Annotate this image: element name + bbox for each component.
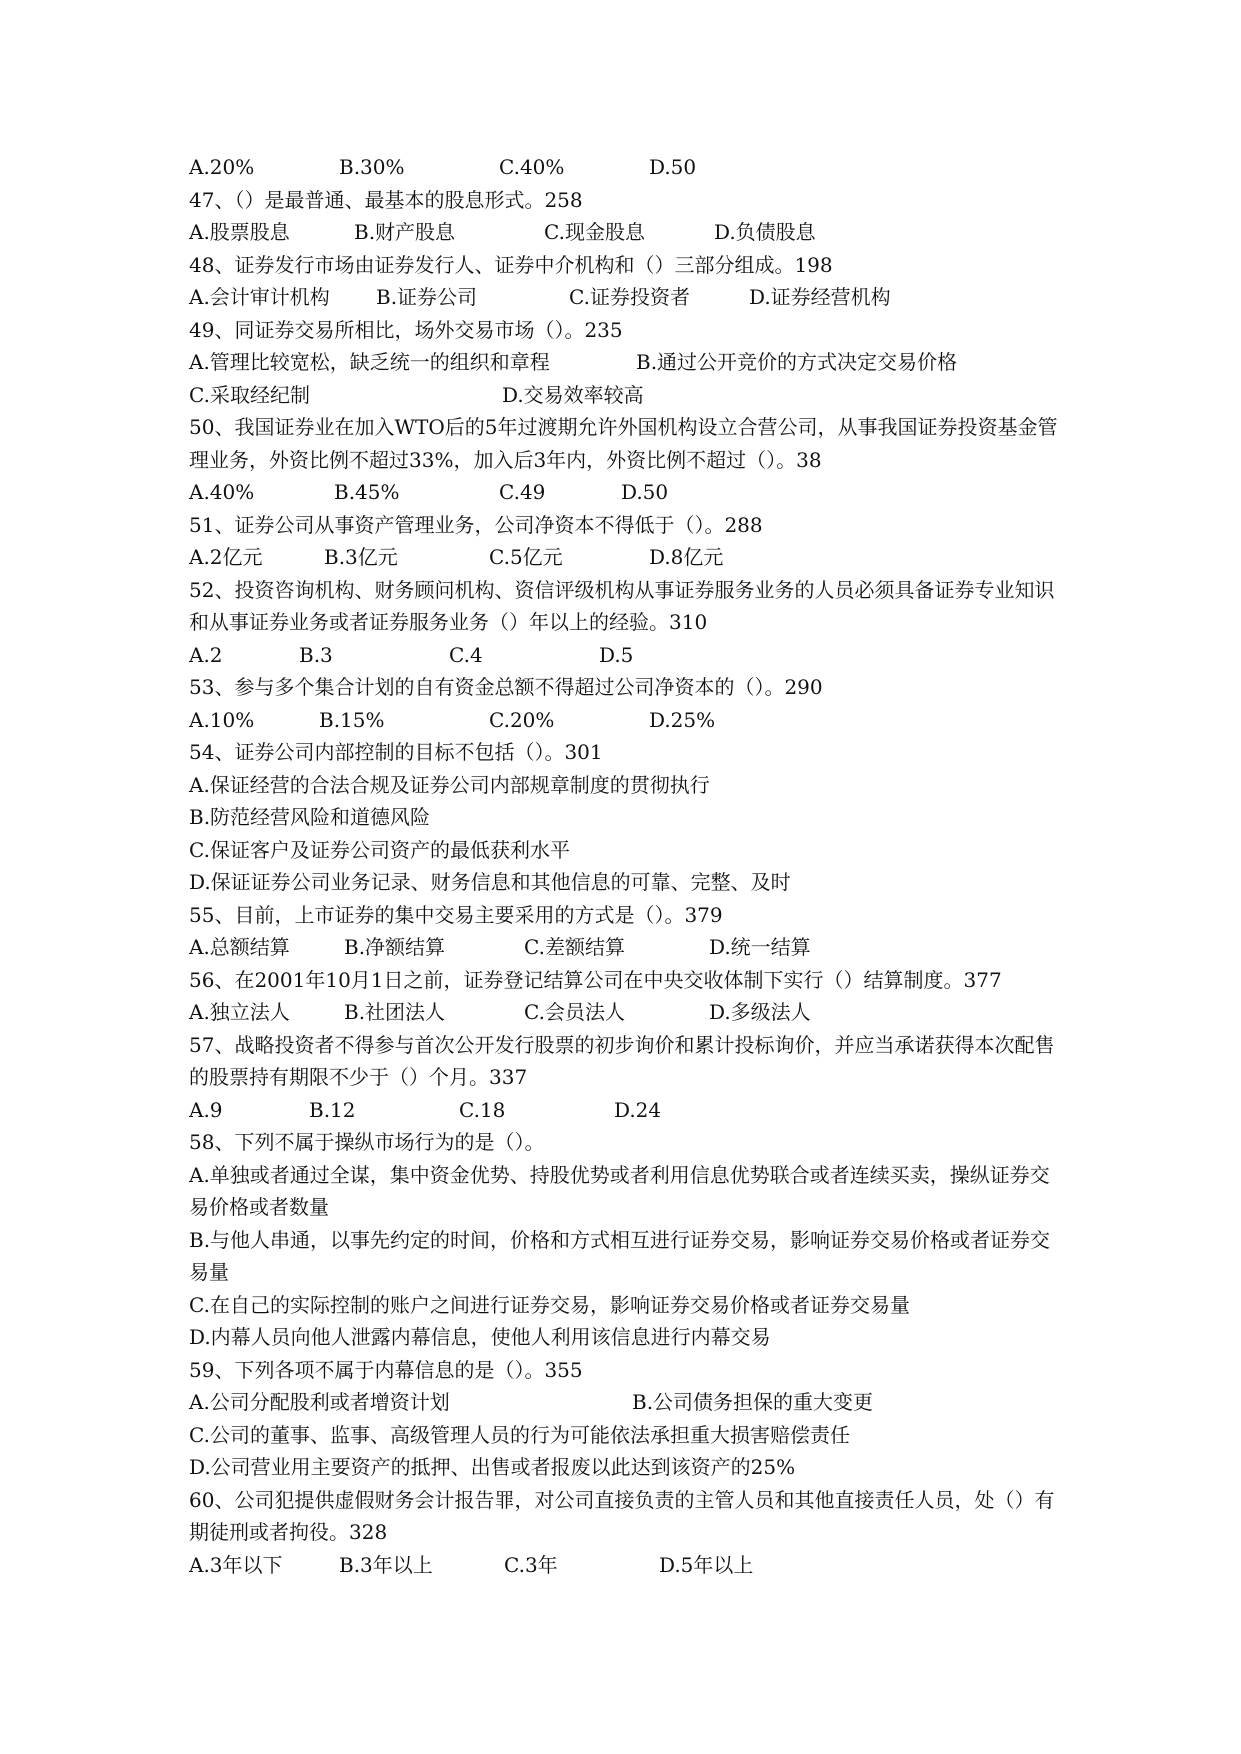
options-row [189, 476, 1069, 509]
options-row [189, 216, 1069, 249]
answer-option: A.40% [189, 480, 255, 504]
answer-option: B.社团法人 [344, 1000, 446, 1024]
answer-option: C.49 [499, 480, 546, 504]
question-text: 54、证券公司内部控制的目标不包括（）。301 [189, 740, 603, 764]
answer-option: D.50 [649, 155, 697, 179]
answer-option: A.10% [189, 707, 255, 732]
answer-option: A.独立法人 [189, 1000, 290, 1024]
option-line: C.公司的董事、监事、高级管理人员的行为可能依法承担重大损害赔偿责任 [189, 1422, 850, 1447]
options-row [189, 541, 1069, 574]
answer-option: A.会计审计机构 [189, 285, 330, 309]
answer-option: C.现金股息 [544, 220, 645, 244]
answer-option: D.交易效率较高 [502, 382, 644, 407]
question-text: 56、在2001年10月1日之前，证券登记结算公司在中央交收体制下实行（）结算制度。377 [189, 967, 1002, 992]
question-text: 51、证券公司从事资产管理业务，公司净资本不得低于（）。288 [189, 512, 763, 537]
options-row [189, 704, 1069, 737]
question-text: 55、目前，上市证券的集中交易主要采用的方式是（）。379 [189, 902, 723, 927]
question-text: 48、证券发行市场由证券发行人、证券中介机构和（）三部分组成。198 [189, 252, 833, 277]
answer-option: C.20% [489, 707, 555, 732]
question-text: B.与他人串通，以事先约定的时间，价格和方式相互进行证券交易，影响证券交易价格或者证券交易量 [189, 1227, 1051, 1284]
options-row [189, 931, 1069, 964]
option-line: D.保证证券公司业务记录、财务信息和其他信息的可靠、完整、及时 [189, 870, 791, 894]
answer-option: A.20% [189, 155, 255, 179]
option-line: C.保证客户及证券公司资产的最低获利水平 [189, 837, 570, 862]
option-line: C.在自己的实际控制的账户之间进行证券交易，影响证券交易价格或者证券交易量 [189, 1292, 910, 1317]
question-text: 58、下列不属于操纵市场行为的是（）。 [189, 1130, 545, 1154]
answer-option: B.3亿元 [324, 545, 398, 569]
option-line: D.内幕人员向他人泄露内幕信息，使他人利用该信息进行内幕交易 [189, 1325, 771, 1349]
option-line: A.保证经营的合法合规及证券公司内部规章制度的贯彻执行 [189, 772, 710, 797]
answer-option: A.2 [189, 642, 223, 667]
question-text: 57、战略投资者不得参与首次公开发行股票的初步询价和累计投标询价，并应当承诺获得本次配售的股票持有期限不少于（）个月。337 [189, 1032, 1055, 1089]
answer-option: C.3年 [504, 1552, 558, 1577]
answer-option: B.财产股息 [354, 220, 456, 244]
answer-option: B.3 [299, 642, 333, 667]
answer-option: D.25% [649, 707, 716, 732]
answer-option: D.8亿元 [649, 545, 724, 569]
option-line: D.公司营业用主要资产的抵押、出售或者报废以此达到该资产的25% [189, 1455, 796, 1479]
answer-option: D.证券经营机构 [749, 285, 891, 309]
answer-option: B.12 [309, 1097, 356, 1122]
answer-option: B.通过公开竞价的方式决定交易价格 [636, 350, 958, 374]
answer-option: C.40% [499, 155, 565, 179]
options-row [189, 1549, 1069, 1582]
question-text: 49、同证券交易所相比，场外交易市场（）。235 [189, 317, 623, 342]
options-row [189, 639, 1069, 672]
answer-option: D.50 [621, 480, 669, 504]
options-row [189, 346, 1069, 379]
document-body [189, 151, 1069, 1581]
options-row [189, 1094, 1069, 1127]
question-text: 53、参与多个集合计划的自有资金总额不得超过公司净资本的（）。290 [189, 675, 823, 699]
answer-option: C.4 [449, 642, 483, 667]
answer-option: B.3年以上 [339, 1552, 433, 1577]
answer-option: B.15% [319, 707, 385, 732]
answer-option: B.公司债务担保的重大变更 [632, 1390, 874, 1414]
answer-option: A.3年以下 [189, 1552, 283, 1577]
answer-option: D.5年以上 [659, 1552, 754, 1577]
question-text: 52、投资咨询机构、财务顾问机构、资信评级机构从事证券服务业务的人员必须具备证券专业知识和从事证券业务或者证券服务业务（）年以上的经验。310 [189, 577, 1055, 634]
answer-option: D.24 [614, 1097, 662, 1122]
answer-option: C.会员法人 [524, 1000, 625, 1024]
answer-option: A.总额结算 [189, 935, 290, 959]
answer-option: B.45% [334, 480, 400, 504]
answer-option: A.股票股息 [189, 220, 290, 244]
answer-option: C.差额结算 [524, 935, 625, 959]
answer-option: C.采取经纪制 [189, 382, 310, 407]
question-text: A.单独或者通过全谋，集中资金优势、持股优势或者利用信息优势联合或者连续买卖，操纵证券交易价格或者数量 [189, 1162, 1050, 1219]
answer-option: C.5亿元 [489, 545, 563, 569]
answer-option: C.18 [459, 1097, 506, 1122]
answer-option: B.30% [339, 155, 405, 179]
answer-option: C.证券投资者 [569, 285, 690, 309]
question-text: 59、下列各项不属于内幕信息的是（）。355 [189, 1357, 583, 1382]
options-row [189, 1386, 1069, 1419]
question-text: 50、我国证券业在加入WTO后的5年过渡期允许外国机构设立合营公司，从事我国证券投资基金管理业务，外资比例不超过33%，加入后3年内，外资比例不超过（）。38 [189, 415, 1058, 472]
answer-option: A.公司分配股利或者增资计划 [189, 1390, 450, 1414]
answer-option: A.9 [189, 1097, 223, 1122]
question-text: 47、（）是最普通、最基本的股息形式。258 [189, 187, 583, 212]
option-line: B.防范经营风险和道德风险 [189, 805, 431, 829]
answer-option: B.净额结算 [344, 935, 446, 959]
answer-option: D.负债股息 [714, 220, 816, 244]
options-row [189, 379, 1069, 412]
question-text: 60、公司犯提供虚假财务会计报告罪，对公司直接负责的主管人员和其他直接责任人员，处（）有期徒刑或者拘役。328 [189, 1487, 1055, 1544]
options-row [189, 151, 1069, 184]
answer-option: A.管理比较宽松，缺乏统一的组织和章程 [189, 350, 550, 374]
options-row [189, 281, 1069, 314]
options-row [189, 996, 1069, 1029]
answer-option: D.统一结算 [709, 935, 811, 959]
answer-option: D.5 [599, 642, 634, 667]
answer-option: D.多级法人 [709, 1000, 811, 1024]
answer-option: B.证券公司 [376, 285, 478, 309]
answer-option: A.2亿元 [189, 545, 263, 569]
